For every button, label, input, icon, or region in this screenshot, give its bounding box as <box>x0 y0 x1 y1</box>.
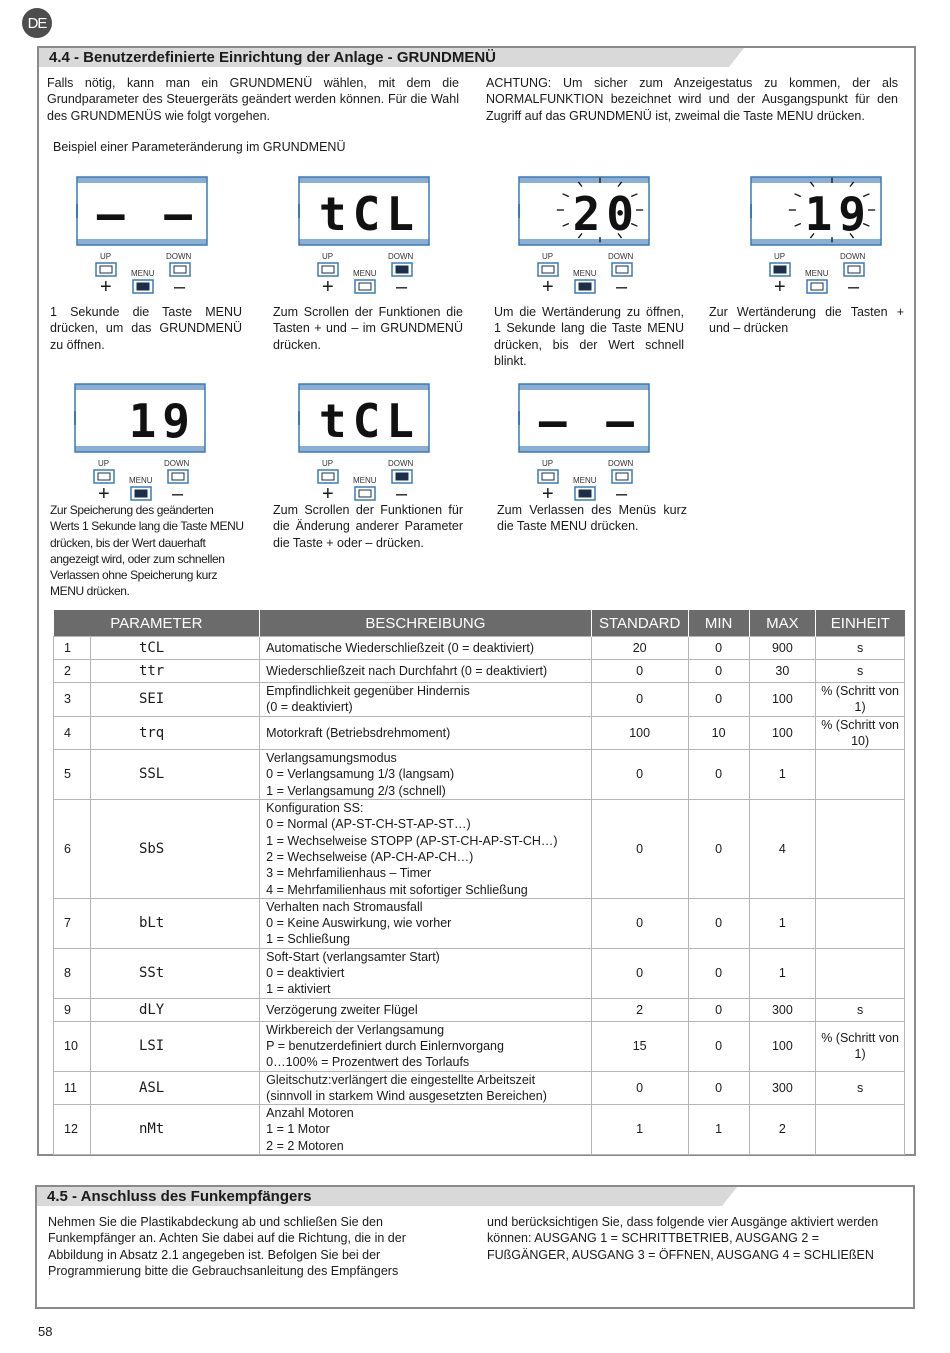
param-standard: 0 <box>591 660 688 683</box>
header-standard: STANDARD <box>591 610 688 637</box>
receiver-text-left: Nehmen Sie die Plastikabdeckung ab und schließen Sie den Funkempfänger an. Achten Sie dabei auf die Richtung, die in der Abbildung in Absatz 2.1 angegeben ist. Befolgen Sie bei der Programmierung bitte die Gebrauchsanleitung des Empfängers <box>48 1215 406 1278</box>
param-max: 2 <box>749 1105 816 1155</box>
table-row <box>54 1071 905 1105</box>
svg-text:tCL: tCL <box>318 394 420 448</box>
param-number: 12 <box>54 1105 91 1155</box>
menu-button <box>805 278 831 296</box>
description-line: Verlangsamungsmodus <box>266 751 397 766</box>
param-standard: 0 <box>591 898 688 948</box>
up-label: UP <box>98 459 110 468</box>
description-line: 1 = Schließung <box>266 932 350 947</box>
up-label: UP <box>322 252 334 261</box>
svg-text:20: 20 <box>572 187 640 241</box>
param-max: 100 <box>749 683 816 717</box>
param-standard: 0 <box>591 750 688 800</box>
param-unit: % (Schritt von 1) <box>816 1021 905 1071</box>
table-row <box>54 660 905 683</box>
plus-sign: + <box>322 483 334 505</box>
description-line: 2 = 2 Motoren <box>266 1138 344 1153</box>
header-einheit: EINHEIT <box>816 610 905 637</box>
description-line: Verzögerung zweiter Flügel <box>266 1002 418 1017</box>
param-description <box>260 716 591 750</box>
menu-button <box>353 278 379 296</box>
param-code: SbS <box>90 800 259 899</box>
param-max: 300 <box>749 1071 816 1105</box>
lcd-display <box>298 383 428 451</box>
param-min: 0 <box>688 898 749 948</box>
description-line: Soft-Start (verlangsamter Start) <box>266 949 440 964</box>
param-unit: s <box>816 998 905 1021</box>
menu-label: MENU <box>131 269 155 278</box>
param-min: 0 <box>688 660 749 683</box>
svg-text:– –: – – <box>538 394 640 448</box>
example-label: Beispiel einer Parameteränderung im GRUNDMENÜ <box>53 140 346 154</box>
receiver-text-right: und berücksichtigen Sie, dass folgende vier Ausgänge aktiviert werden können: AUSGANG 1 = SCHRITTBETRIEB, AUSGANG 2 = FUßGÄNGER, AUSGANG 3 = ÖFFNEN, AUSGANG 4 = SCHLIEßEN <box>487 1215 879 1262</box>
table-row <box>54 750 905 800</box>
param-standard: 0 <box>591 1071 688 1105</box>
param-number: 3 <box>54 683 91 717</box>
step-caption: Zur Wertänderung die Tasten + und – drücken <box>709 305 904 336</box>
step-caption: Zur Speicherung des geänderten Werts 1 Sekunde lang die Taste MENU drücken, bis der Wert dauerhaft angezeigt wird, oder zum schnellen Verlassen ohne Speicherung kurz MENU drücken. <box>50 503 244 599</box>
param-min: 0 <box>688 750 749 800</box>
intro-left: Falls nötig, kann man ein GRUNDMENÜ wählen, mit dem die Grundparameter des Steuergeräts geändert werden können. Für die Wahl des GRUNDMENÜS wie folgt vorgehen. <box>47 76 459 123</box>
param-description <box>260 1021 591 1071</box>
menu-button <box>573 485 599 503</box>
param-max: 300 <box>749 998 816 1021</box>
description-line: Empfindlichkeit gegenüber Hindernis <box>266 684 470 698</box>
param-unit <box>816 898 905 948</box>
description-line: 1 = 1 Motor <box>266 1122 330 1137</box>
param-min: 0 <box>688 1021 749 1071</box>
table-row <box>54 1105 905 1155</box>
plus-sign: + <box>322 276 334 298</box>
param-unit <box>816 948 905 998</box>
param-number: 1 <box>54 637 91 660</box>
param-min: 0 <box>688 800 749 899</box>
description-line: 2 = Wechselweise (AP-CH-AP-CH…) <box>266 849 474 864</box>
menu-label: MENU <box>573 269 597 278</box>
param-code: ttr <box>90 660 259 683</box>
param-number: 9 <box>54 998 91 1021</box>
param-standard: 15 <box>591 1021 688 1071</box>
param-description <box>260 1071 591 1105</box>
plus-sign: + <box>542 483 554 505</box>
param-standard: 0 <box>591 683 688 717</box>
description-line: Wiederschließzeit nach Durchfahrt (0 = deaktiviert) <box>266 663 548 678</box>
menu-button <box>573 278 599 296</box>
param-min: 0 <box>688 948 749 998</box>
svg-text:19: 19 <box>804 187 872 241</box>
down-label: DOWN <box>840 252 866 261</box>
param-code: ASL <box>90 1071 259 1105</box>
param-description <box>260 750 591 800</box>
lcd-display <box>74 383 204 451</box>
param-number: 10 <box>54 1021 91 1071</box>
up-label: UP <box>542 459 554 468</box>
param-number: 5 <box>54 750 91 800</box>
lcd-display <box>750 176 880 244</box>
param-number: 4 <box>54 716 91 750</box>
param-number: 8 <box>54 948 91 998</box>
param-number: 7 <box>54 898 91 948</box>
plus-sign: + <box>542 276 554 298</box>
param-min: 10 <box>688 716 749 750</box>
intro-right: ACHTUNG: Um sicher zum Anzeigestatus zu kommen, der als NORMALFUNKTION bezeichnet wird und der Ausgangspunkt für den Zugriff auf das GRUNDMENÜ ist, zweimal die Taste MENU drücken. <box>486 76 898 123</box>
description-line: 4 = Mehrfamilienhaus mit sofortiger Schließung <box>266 882 528 897</box>
param-min: 0 <box>688 683 749 717</box>
param-standard: 100 <box>591 716 688 750</box>
param-code: SEI <box>90 683 259 717</box>
param-description <box>260 683 591 717</box>
description-line: 1 = aktiviert <box>266 982 331 997</box>
description-line: 3 = Mehrfamilienhaus – Timer <box>266 866 432 881</box>
up-label: UP <box>542 252 554 261</box>
description-line: 0 = deaktiviert <box>266 966 345 981</box>
description-line: Verhalten nach Stromausfall <box>266 899 423 914</box>
plus-sign: + <box>100 276 112 298</box>
menu-label: MENU <box>353 269 377 278</box>
step-caption: Zum Verlassen des Menüs kurz die Taste MENU drücken. <box>497 503 687 534</box>
param-min: 0 <box>688 998 749 1021</box>
table-row <box>54 898 905 948</box>
step-caption: Um die Wertänderung zu öffnen, 1 Sekunde lang die Taste MENU drücken, bis der Wert schnell blinkt. <box>494 305 684 368</box>
param-standard: 0 <box>591 800 688 899</box>
down-label: DOWN <box>608 252 634 261</box>
section-title: 4.5 - Anschluss des Funkempfängers <box>47 1188 312 1205</box>
menu-button <box>131 278 157 296</box>
param-code: SSL <box>90 750 259 800</box>
down-label: DOWN <box>388 459 414 468</box>
param-description <box>260 660 591 683</box>
svg-text:19: 19 <box>128 394 196 448</box>
table-row <box>54 998 905 1021</box>
param-code: SSt <box>90 948 259 998</box>
minus-sign: – <box>174 276 186 298</box>
param-max: 30 <box>749 660 816 683</box>
table-row <box>54 948 905 998</box>
param-description <box>260 998 591 1021</box>
param-code: nMt <box>90 1105 259 1155</box>
param-unit: % (Schritt von 1) <box>816 683 905 717</box>
header-max: MAX <box>749 610 816 637</box>
description-line: 0 = Keine Auswirkung, wie vorher <box>266 916 452 931</box>
param-code: LSI <box>90 1021 259 1071</box>
down-label: DOWN <box>608 459 634 468</box>
param-unit <box>816 800 905 899</box>
header-min: MIN <box>688 610 749 637</box>
description-line: P = benutzerdefiniert durch Einlernvorgang <box>266 1038 504 1053</box>
description-line: Anzahl Motoren <box>266 1106 354 1121</box>
param-standard: 2 <box>591 998 688 1021</box>
param-max: 100 <box>749 1021 816 1071</box>
minus-sign: – <box>172 483 184 505</box>
param-unit: s <box>816 1071 905 1105</box>
menu-button <box>353 485 379 503</box>
menu-label: MENU <box>353 476 377 485</box>
description-line: Wirkbereich der Verlangsamung <box>266 1022 445 1037</box>
lcd-display <box>298 176 428 244</box>
minus-sign: – <box>616 483 628 505</box>
description-line: (sinnvoll in starkem Wind ausgesetzten Bereichen) <box>266 1088 547 1103</box>
language-badge: DE <box>22 8 52 38</box>
down-label: DOWN <box>166 252 192 261</box>
description-line: Automatische Wiederschließzeit (0 = deaktiviert) <box>266 640 534 655</box>
up-label: UP <box>322 459 334 468</box>
param-standard: 0 <box>591 948 688 998</box>
description-line: 0 = Normal (AP-ST-CH-ST-AP-ST…) <box>266 817 471 832</box>
param-max: 4 <box>749 800 816 899</box>
description-line: 1 = Verlangsamung 2/3 (schnell) <box>266 783 446 798</box>
description-line: Konfiguration SS: <box>266 801 364 816</box>
svg-text:tCL: tCL <box>318 187 420 241</box>
param-description <box>260 637 591 660</box>
param-code: trq <box>90 716 259 750</box>
description-line: 0 = Verlangsamung 1/3 (langsam) <box>266 767 455 782</box>
param-code: dLY <box>90 998 259 1021</box>
param-number: 6 <box>54 800 91 899</box>
menu-label: MENU <box>129 476 153 485</box>
param-description <box>260 948 591 998</box>
param-description <box>260 1105 591 1155</box>
param-unit <box>816 750 905 800</box>
param-standard: 1 <box>591 1105 688 1155</box>
lcd-display <box>76 176 206 244</box>
step-caption: Zum Scrollen der Funktionen die Tasten + und – im GRUNDMENÜ drücken. <box>273 305 463 352</box>
svg-text:– –: – – <box>96 187 198 241</box>
plus-sign: + <box>774 276 786 298</box>
param-unit <box>816 1105 905 1155</box>
param-max: 100 <box>749 716 816 750</box>
description-line: 0…100% = Prozentwert des Torlaufs <box>266 1055 470 1070</box>
page-number: 58 <box>38 1324 53 1339</box>
param-number: 2 <box>54 660 91 683</box>
up-label: UP <box>774 252 786 261</box>
table-row <box>54 800 905 899</box>
param-min: 0 <box>688 637 749 660</box>
table-row <box>54 716 905 750</box>
minus-sign: – <box>396 276 408 298</box>
param-standard: 20 <box>591 637 688 660</box>
up-label: UP <box>100 252 112 261</box>
down-label: DOWN <box>164 459 190 468</box>
param-unit: s <box>816 637 905 660</box>
param-code: bLt <box>90 898 259 948</box>
minus-sign: – <box>616 276 628 298</box>
table-row <box>54 683 905 717</box>
param-min: 1 <box>688 1105 749 1155</box>
param-max: 1 <box>749 898 816 948</box>
step-caption: Zum Scrollen der Funktionen für die Änderung anderer Parameter die Taste + oder – drücken. <box>273 503 463 550</box>
menu-button <box>129 485 155 503</box>
table-row <box>54 1021 905 1071</box>
table-row <box>54 637 905 660</box>
description-line: Gleitschutz:verlängert die eingestellte Arbeitszeit <box>266 1072 536 1087</box>
lcd-display <box>518 383 648 451</box>
plus-sign: + <box>98 483 110 505</box>
param-max: 900 <box>749 637 816 660</box>
param-number: 11 <box>54 1071 91 1105</box>
description-line: (0 = deaktiviert) <box>266 700 353 715</box>
param-min: 0 <box>688 1071 749 1105</box>
description-line: Motorkraft (Betriebsdrehmoment) <box>266 725 451 740</box>
param-description <box>260 898 591 948</box>
param-description <box>260 800 591 899</box>
minus-sign: – <box>396 483 408 505</box>
parameter-table <box>53 610 905 1155</box>
param-max: 1 <box>749 750 816 800</box>
lcd-display <box>518 176 648 244</box>
param-code: tCL <box>90 637 259 660</box>
menu-label: MENU <box>805 269 829 278</box>
section-title: 4.4 - Benutzerdefinierte Einrichtung der Anlage - GRUNDMENÜ <box>49 49 496 66</box>
step-caption: 1 Sekunde die Taste MENU drücken, um das GRUNDMENÜ zu öffnen. <box>50 305 242 352</box>
down-label: DOWN <box>388 252 414 261</box>
param-max: 1 <box>749 948 816 998</box>
param-unit: s <box>816 660 905 683</box>
header-parameter: PARAMETER <box>54 610 260 637</box>
param-unit: % (Schritt von 10) <box>816 716 905 750</box>
minus-sign: – <box>848 276 860 298</box>
header-beschreibung: BESCHREIBUNG <box>260 610 591 637</box>
description-line: 1 = Wechselweise STOPP (AP-ST-CH-AP-ST-CH…) <box>266 833 558 848</box>
menu-label: MENU <box>573 476 597 485</box>
